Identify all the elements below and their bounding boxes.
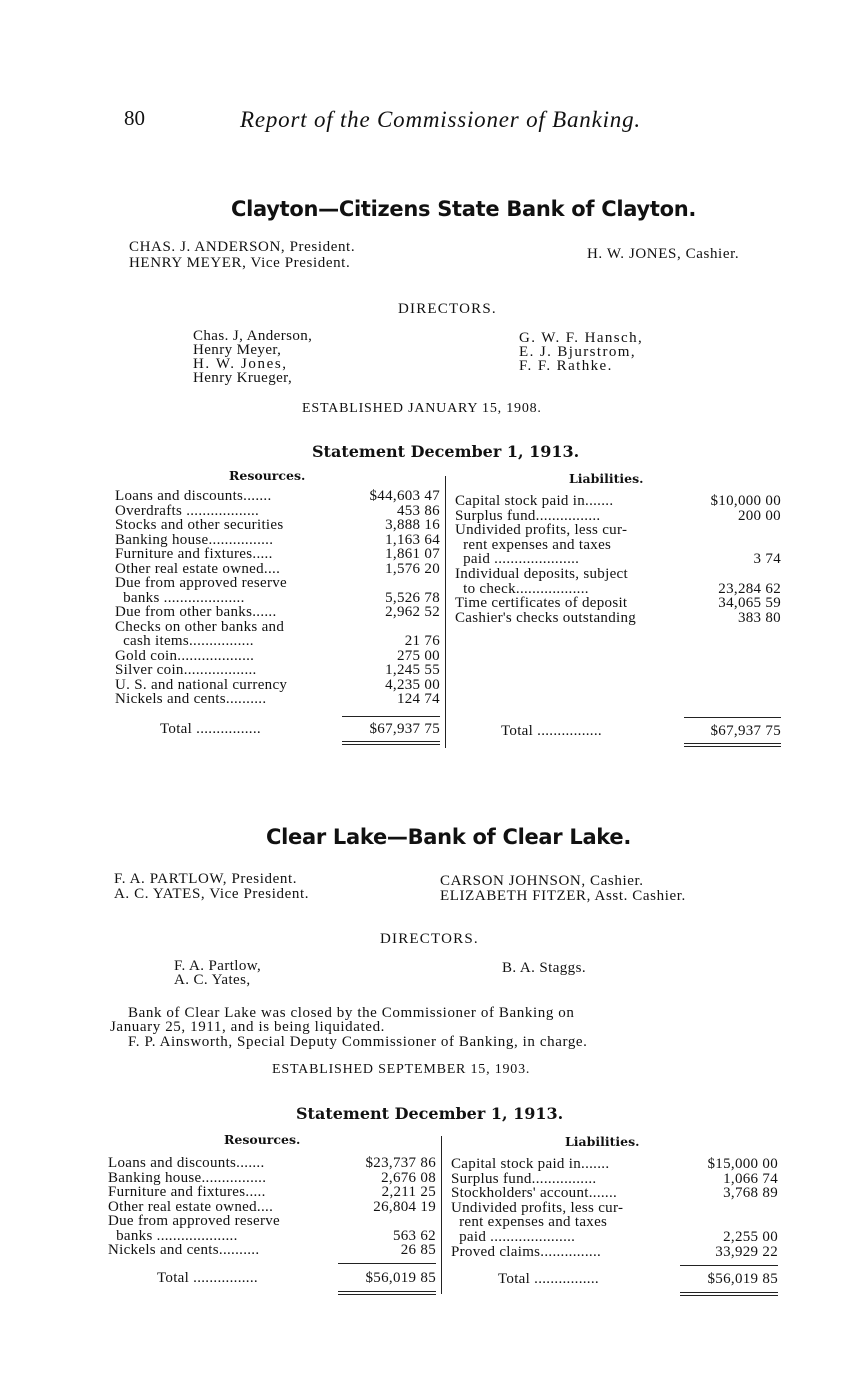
ledger-amount: 3,888 16 — [385, 517, 440, 533]
ledger-amount: 124 74 — [396, 691, 440, 707]
ledger-row — [451, 1245, 778, 1260]
ledger-row — [108, 1200, 436, 1215]
clear-lake-notice-line: Bank of Clear Lake was closed by the Commissioner of Banking on — [128, 1005, 575, 1021]
ledger-row — [455, 596, 781, 611]
total-label: Total ................ — [501, 723, 602, 739]
clear-lake-director: B. A. Staggs. — [502, 960, 586, 976]
clayton-column-divider — [445, 476, 446, 748]
clayton-directors-heading: DIRECTORS. — [398, 301, 497, 317]
ledger-row — [451, 1230, 778, 1245]
clayton-director: H. W. Jones, — [193, 356, 288, 372]
clear-lake-liabilities-double-rule — [680, 1295, 778, 1296]
ledger-label: Banking house................ — [108, 1169, 267, 1186]
ledger-amount: 2,255 00 — [723, 1229, 778, 1245]
clayton-liabilities-double-rule — [684, 743, 781, 744]
ledger-amount: 3 74 — [753, 551, 781, 568]
ledger-label: Proved claims............... — [451, 1243, 602, 1260]
ledger-row — [108, 1229, 436, 1244]
clear-lake-notice-line: F. P. Ainsworth, Special Deputy Commissioner of Banking, in charge. — [128, 1034, 588, 1050]
clayton-liabilities-total-row — [501, 724, 781, 739]
clear-lake-liabilities-double-rule — [680, 1292, 778, 1293]
ledger-label: rent expenses and taxes — [451, 1214, 608, 1231]
ledger-amount: 2,211 25 — [381, 1184, 436, 1200]
ledger-row — [455, 523, 781, 538]
ledger-row — [455, 509, 781, 524]
ledger-row — [455, 582, 781, 597]
ledger-label: Banking house................ — [115, 531, 274, 548]
clear-lake-resources-double-rule — [338, 1294, 436, 1295]
ledger-label: Undivided profits, less cur- — [451, 1199, 624, 1216]
ledger-label: Stocks and other securities — [115, 517, 284, 533]
ledger-amount: 4,235 00 — [385, 676, 440, 693]
total-amount: $67,937 75 — [369, 721, 440, 737]
ledger-label: Surplus fund................ — [451, 1170, 597, 1187]
clayton-resources-total-row — [160, 722, 440, 737]
ledger-row — [455, 494, 781, 509]
clear-lake-statement-title: Statement December 1, 1913. — [296, 1104, 564, 1123]
ledger-row — [115, 605, 440, 620]
total-amount: $67,937 75 — [710, 723, 781, 739]
clear-lake-resources-heading: Resources. — [224, 1132, 301, 1147]
ledger-row — [115, 489, 440, 504]
clear-lake-director: F. A. Partlow, — [174, 958, 262, 974]
ledger-label: Checks on other banks and — [115, 618, 285, 635]
ledger-label: U. S. and national currency — [115, 676, 288, 693]
ledger-label: Overdrafts .................. — [115, 502, 260, 519]
ledger-amount: 26,804 19 — [373, 1198, 436, 1215]
ledger-amount: 563 62 — [392, 1227, 436, 1244]
ledger-amount: 26 85 — [400, 1242, 436, 1258]
ledger-amount: 275 00 — [396, 647, 440, 664]
ledger-row — [451, 1157, 778, 1172]
ledger-row — [115, 634, 440, 649]
clayton-director: Henry Krueger, — [193, 370, 293, 386]
ledger-row — [115, 678, 440, 693]
ledger-label: to check.................. — [455, 580, 589, 597]
total-label: Total ................ — [157, 1270, 258, 1286]
ledger-label: Cashier's checks outstanding — [455, 609, 637, 626]
ledger-row — [108, 1243, 436, 1258]
ledger-amount: 34,065 59 — [718, 595, 781, 612]
clayton-director: E. J. Bjurstrom, — [519, 344, 636, 360]
ledger-row — [115, 620, 440, 635]
ledger-amount: 200 00 — [737, 507, 781, 524]
ledger-label: banks .................... — [108, 1227, 238, 1244]
ledger-row — [115, 649, 440, 664]
total-label: Total ................ — [160, 721, 261, 737]
clayton-title: Clayton—Citizens State Bank of Clayton. — [231, 197, 697, 221]
ledger-label: Surplus fund................ — [455, 507, 601, 524]
ledger-amount: 5,526 78 — [385, 589, 440, 606]
ledger-row — [455, 567, 781, 582]
ledger-amount: 1,066 74 — [723, 1170, 778, 1187]
ledger-amount: $15,000 00 — [707, 1156, 778, 1172]
ledger-row — [455, 538, 781, 553]
clear-lake-established: ESTABLISHED SEPTEMBER 15, 1903. — [272, 1062, 531, 1077]
ledger-label: Nickels and cents.......... — [115, 691, 267, 707]
clear-lake-title: Clear Lake—Bank of Clear Lake. — [266, 825, 632, 849]
clear-lake-resources-sum-rule — [338, 1263, 436, 1264]
ledger-row — [115, 533, 440, 548]
clear-lake-directors-heading: DIRECTORS. — [380, 931, 479, 947]
ledger-row — [115, 547, 440, 562]
ledger-label: cash items................ — [115, 633, 254, 649]
ledger-amount: 2,676 08 — [381, 1169, 436, 1186]
clear-lake-officer-president: F. A. PARTLOW, President. — [114, 871, 298, 887]
ledger-label: Due from approved reserve — [108, 1213, 281, 1229]
ledger-label: Due from approved reserve — [115, 575, 288, 591]
ledger-label: Due from other banks...... — [115, 604, 277, 620]
ledger-amount: 3,768 89 — [723, 1185, 778, 1202]
clayton-officer-vice-president: HENRY MEYER, Vice President. — [129, 255, 351, 271]
clayton-established: ESTABLISHED JANUARY 15, 1908. — [302, 401, 542, 416]
ledger-label: Time certificates of deposit — [455, 595, 628, 612]
ledger-amount: $23,737 86 — [365, 1155, 436, 1171]
clayton-liabilities-double-rule — [684, 746, 781, 747]
clear-lake-liabilities-total-row — [498, 1272, 778, 1287]
ledger-row — [108, 1185, 436, 1200]
ledger-row — [108, 1156, 436, 1171]
clear-lake-officer-asst-cashier: ELIZABETH FITZER, Asst. Cashier. — [440, 888, 686, 904]
ledger-row — [115, 504, 440, 519]
ledger-label: Stockholders' account....... — [451, 1185, 618, 1202]
ledger-amount: $10,000 00 — [710, 493, 781, 509]
ledger-row — [451, 1215, 778, 1230]
ledger-row — [115, 518, 440, 533]
clayton-resources-double-rule — [342, 744, 440, 745]
clear-lake-notice-line: January 25, 1911, and is being liquidated. — [110, 1019, 386, 1035]
clayton-liabilities-heading: Liabilities. — [569, 471, 644, 486]
ledger-label: Undivided profits, less cur- — [455, 522, 628, 539]
ledger-label: Capital stock paid in....... — [451, 1156, 610, 1172]
ledger-amount: 2,962 52 — [385, 604, 440, 620]
ledger-row — [115, 692, 440, 707]
clear-lake-director: A. C. Yates, — [174, 972, 251, 988]
ledger-row — [108, 1171, 436, 1186]
clear-lake-resources-total-row — [157, 1271, 436, 1286]
ledger-label: Individual deposits, subject — [455, 566, 628, 582]
ledger-label: Other real estate owned.... — [115, 560, 281, 577]
ledger-label: paid ..................... — [451, 1229, 576, 1245]
clayton-resources-double-rule — [342, 741, 440, 742]
ledger-label: Loans and discounts....... — [115, 488, 272, 504]
ledger-label: Other real estate owned.... — [108, 1198, 274, 1215]
total-amount: $56,019 85 — [365, 1270, 436, 1286]
ledger-row — [108, 1214, 436, 1229]
ledger-row — [451, 1201, 778, 1216]
ledger-row — [455, 611, 781, 626]
ledger-row — [115, 591, 440, 606]
clear-lake-column-divider — [441, 1136, 442, 1294]
ledger-amount: 383 80 — [737, 609, 781, 626]
clayton-director: Chas. J, Anderson, — [193, 328, 313, 344]
ledger-label: Silver coin.................. — [115, 662, 257, 678]
ledger-label: banks .................... — [115, 589, 245, 606]
clear-lake-officer-vice-president: A. C. YATES, Vice President. — [114, 886, 310, 902]
ledger-amount: 21 76 — [404, 633, 440, 649]
clayton-liabilities-sum-rule — [684, 717, 781, 718]
ledger-row — [451, 1172, 778, 1187]
ledger-label: Loans and discounts....... — [108, 1155, 265, 1171]
clayton-director: Henry Meyer, — [193, 342, 282, 358]
clayton-resources-sum-rule — [342, 716, 440, 717]
clear-lake-officer-cashier: CARSON JOHNSON, Cashier. — [440, 873, 644, 889]
ledger-amount: 1,576 20 — [385, 560, 440, 577]
ledger-row — [115, 576, 440, 591]
total-amount: $56,019 85 — [707, 1271, 778, 1287]
ledger-amount: 23,284 62 — [718, 580, 781, 597]
ledger-amount: 1,861 07 — [385, 546, 440, 562]
clayton-officer-cashier: H. W. JONES, Cashier. — [587, 246, 740, 262]
clayton-officer-president: CHAS. J. ANDERSON, President. — [129, 239, 356, 255]
ledger-row — [451, 1186, 778, 1201]
ledger-row — [455, 552, 781, 567]
clear-lake-liabilities-heading: Liabilities. — [565, 1134, 640, 1149]
ledger-label: Nickels and cents.......... — [108, 1242, 260, 1258]
clayton-statement-title: Statement December 1, 1913. — [312, 442, 580, 461]
running-title: Report of the Commissioner of Banking. — [240, 107, 641, 132]
ledger-label: paid ..................... — [455, 551, 580, 568]
ledger-label: Gold coin................... — [115, 647, 255, 664]
ledger-amount: 453 86 — [396, 502, 440, 519]
clayton-resources-heading: Resources. — [229, 468, 306, 483]
ledger-label: Capital stock paid in....... — [455, 493, 614, 509]
ledger-row — [115, 663, 440, 678]
ledger-label: rent expenses and taxes — [455, 536, 612, 553]
ledger-row — [115, 562, 440, 577]
page-number: 80 — [124, 106, 145, 130]
ledger-amount: $44,603 47 — [369, 488, 440, 504]
ledger-amount: 1,245 55 — [385, 662, 440, 678]
clayton-director: F. F. Rathke. — [519, 358, 613, 374]
clear-lake-liabilities-sum-rule — [680, 1265, 778, 1266]
ledger-label: Furniture and fixtures..... — [115, 546, 273, 562]
clear-lake-resources-double-rule — [338, 1291, 436, 1292]
ledger-amount: 33,929 22 — [715, 1243, 778, 1260]
ledger-label: Furniture and fixtures..... — [108, 1184, 266, 1200]
total-label: Total ................ — [498, 1271, 599, 1287]
clayton-director: G. W. F. Hansch, — [519, 330, 644, 346]
ledger-amount: 1,163 64 — [385, 531, 440, 548]
